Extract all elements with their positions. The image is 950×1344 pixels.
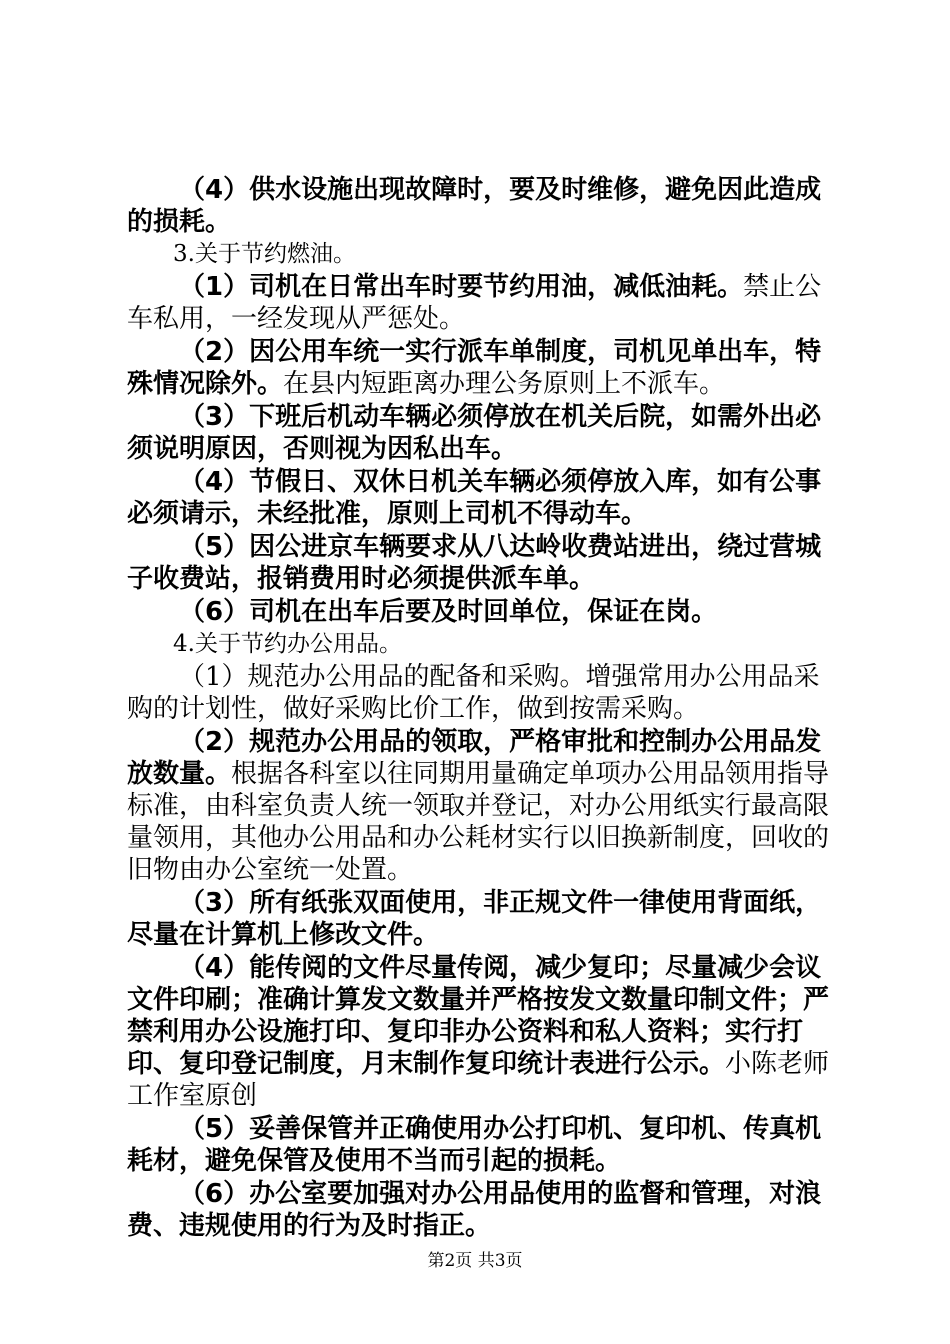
section-heading: 4.关于节约办公用品。: [173, 631, 402, 657]
page-footer: 第2页 共3页: [427, 1251, 523, 1271]
paragraph: （2）规范办公用品的领取，严格审批和控制办公用品发放数量。根据各科室以往同期用量确定单项办公用品领用指导标准，由科室负责人统一领取并登记，对办公用纸实行最高限量领用，其他办公用品和办公耗材实行以旧换新制度，回收的旧物由办公室统一处置。: [127, 727, 830, 885]
paragraph: （4）能传阅的文件尽量传阅，减少复印；尽量减少会议文件印刷；准确计算发文数量并严格按发文数量印制文件；严禁利用办公设施打印、复印非办公资料和私人资料；实行打印、复印登记制度，月末制作复印统计表进行公示。小陈老师工作室原创: [127, 953, 830, 1111]
paragraph: （5）妥善保管并正确使用办公打印机、复印机、传真机耗材，避免保管及使用不当而引起的损耗。: [127, 1114, 822, 1176]
paragraph: （2）因公用车统一实行派车单制度，司机见单出车，特殊情况除外。在县内短距离办理公务原则上不派车。: [127, 337, 822, 399]
paragraph: （6）司机在出车后要及时回单位，保证在岗。: [179, 597, 718, 627]
paragraph: （6）办公室要加强对办公用品使用的监督和管理，对浪费、违规使用的行为及时指正。: [127, 1179, 822, 1241]
paragraph: （4）供水设施出现故障时，要及时维修，避免因此造成的损耗。: [127, 175, 822, 237]
document-body: [127, 174, 837, 1242]
paragraph: （1）司机在日常出车时要节约用油，减低油耗。禁止公车私用，一经发现从严惩处。: [127, 272, 822, 334]
paragraph: （1）规范办公用品的配备和采购。增强常用办公用品采购的计划性，做好采购比价工作，做到按需采购。: [127, 662, 820, 724]
paragraph: （3）所有纸张双面使用，非正规文件一律使用背面纸，尽量在计算机上修改文件。: [127, 888, 822, 950]
paragraph: （5）因公进京车辆要求从八达岭收费站进出，绕过营城子收费站，报销费用时必须提供派车单。: [127, 532, 822, 594]
section-heading: 3.关于节约燃油。: [173, 241, 356, 267]
paragraph: （3）下班后机动车辆必须停放在机关后院，如需外出必须说明原因，否则视为因私出车。: [127, 402, 822, 464]
paragraph: （4）节假日、双休日机关车辆必须停放入库，如有公事必须请示，未经批准，原则上司机不得动车。: [127, 467, 822, 529]
